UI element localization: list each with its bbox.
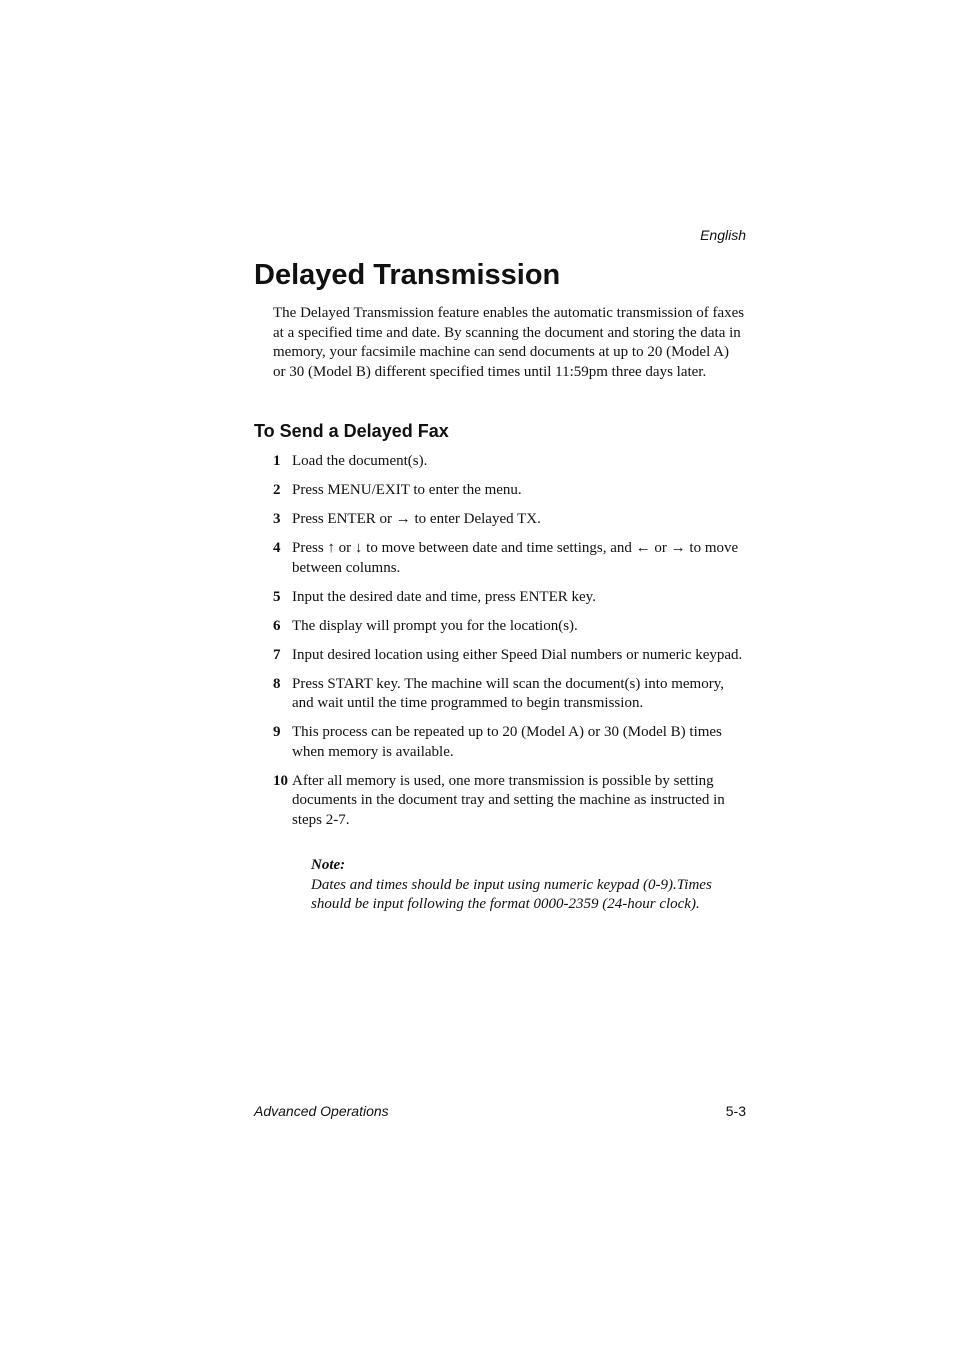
step-text: Input desired location using either Speed Dial numbers or numeric keypad. bbox=[292, 646, 743, 663]
step-number: 5 bbox=[273, 588, 281, 605]
step-number: 2 bbox=[273, 482, 281, 498]
step-6 bbox=[273, 617, 749, 637]
step-10 bbox=[273, 772, 749, 831]
step-1 bbox=[273, 452, 749, 472]
note-block bbox=[311, 856, 751, 915]
step-text: Press START key. The machine will scan the document(s) into memory, and wait until the time programmed to begin transmission. bbox=[292, 675, 724, 711]
step-number: 4 bbox=[273, 540, 281, 556]
step-3 bbox=[273, 510, 749, 530]
step-text: Press MENU/EXIT to enter the menu. bbox=[292, 482, 522, 498]
step-7 bbox=[273, 646, 749, 666]
step-number: 6 bbox=[273, 617, 281, 634]
step-text: Load the document(s). bbox=[292, 453, 428, 469]
step-number: 1 bbox=[273, 453, 281, 469]
footer-page-number: 5-3 bbox=[725, 1103, 746, 1119]
step-number: 7 bbox=[273, 646, 281, 663]
intro-paragraph: The Delayed Transmission feature enables the automatic transmission of faxes at a specified time and date. By scanning the document and storing the data in memory, your facsimile machine can send documents at up to 20 (Model A) or 30 (Model B) different specified times until 11:59pm three days later. bbox=[273, 305, 745, 380]
step-number: 10 bbox=[273, 772, 288, 789]
step-text: After all memory is used, one more transmission is possible by setting documents in the document tray and setting the machine as instructed in steps 2-7. bbox=[292, 772, 725, 828]
step-5 bbox=[273, 588, 749, 608]
step-4 bbox=[273, 539, 749, 578]
step-2 bbox=[273, 481, 749, 501]
footer-section-title: Advanced Operations bbox=[254, 1103, 389, 1119]
step-number: 3 bbox=[273, 511, 281, 527]
note-text: Dates and times should be input using numeric keypad (0-9).Times should be input following the format 0000-2359 (24-hour clock). bbox=[311, 876, 712, 912]
page-title: Delayed Transmission bbox=[254, 259, 561, 291]
step-8 bbox=[273, 675, 749, 714]
step-number: 9 bbox=[273, 724, 281, 740]
step-text: This process can be repeated up to 20 (Model A) or 30 (Model B) times when memory is available. bbox=[292, 724, 722, 760]
step-text: Press ENTER or → to enter Delayed TX. bbox=[292, 511, 541, 527]
steps-list bbox=[273, 452, 749, 840]
step-text: Input the desired date and time, press ENTER key. bbox=[292, 588, 596, 605]
note-label: Note: bbox=[311, 857, 346, 873]
step-text: The display will prompt you for the location(s). bbox=[292, 617, 578, 634]
section-heading: To Send a Delayed Fax bbox=[254, 421, 449, 441]
step-text: Press ↑ or ↓ to move between date and time settings, and ← or → to move between columns. bbox=[292, 540, 739, 576]
step-number: 8 bbox=[273, 675, 281, 692]
step-9 bbox=[273, 723, 749, 762]
header-language: English bbox=[700, 227, 746, 243]
